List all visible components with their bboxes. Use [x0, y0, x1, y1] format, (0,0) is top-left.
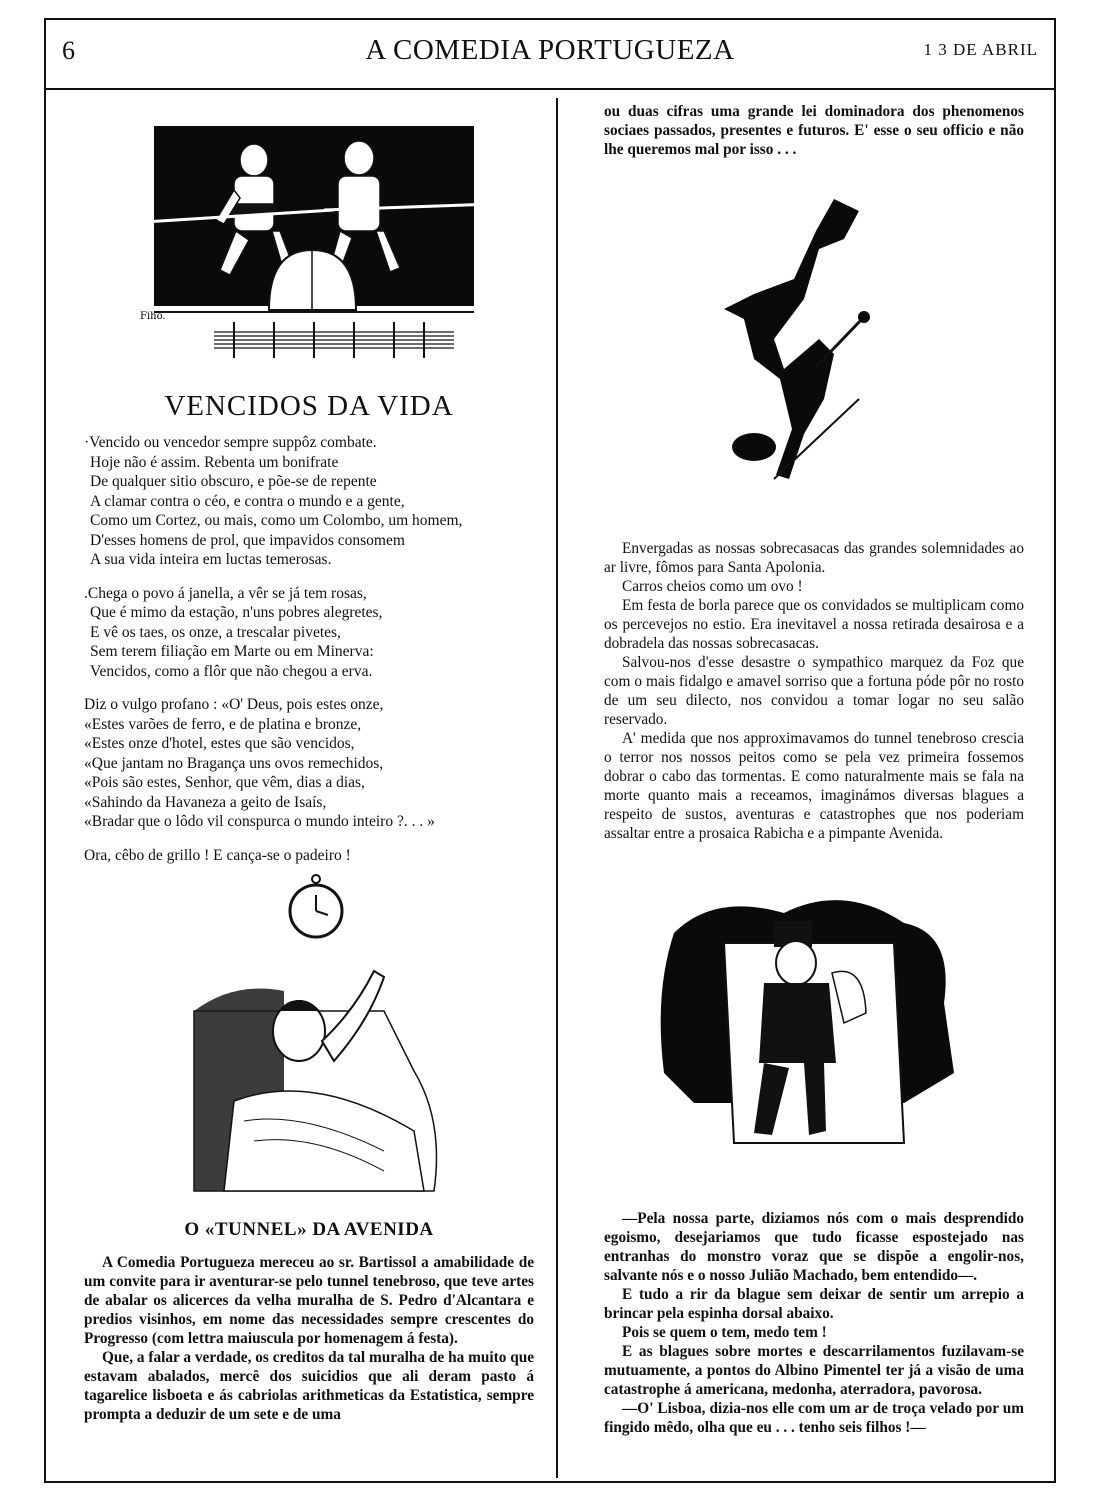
article-paragraph: E as blagues sobre mortes e descarrilamentos fuzilavam-se mutuamente, a pontos do Albino Pimentel ter já a visão de uma catastrophe á americana, medonha, aterradora, pavorosa.: [604, 1343, 1024, 1398]
left-column: [84, 100, 534, 1424]
article-paragraph: Pois se quem o tem, medo tem !: [622, 1324, 827, 1341]
carriage-passenger-illustration: [604, 873, 1024, 1183]
poem-stanza-2: [84, 584, 534, 682]
article-right-middle: [604, 539, 1024, 843]
poem-line: ·Vencido ou vencedor sempre suppôz combate.: [84, 434, 377, 451]
poem-line: A sua vida inteira em luctas temerosas.: [90, 551, 332, 568]
article-paragraph: —Pela nossa parte, diziamos nós com o mais desprendido egoismo, desejariamos que tudo ficasse espostejado nas entranhas do monstro voraz que se dispõe a engolir-nos, salvante nós e o nosso Julião Machado, bem entendido—.: [604, 1210, 1024, 1284]
poem-closing-line: Ora, cêbo de grillo ! E cança-se o padeiro !: [84, 846, 351, 864]
poem-line: Que é mimo da estação, n'uns pobres alegretes,: [90, 604, 383, 621]
article-paragraph: Carros cheios como um ovo !: [622, 578, 803, 595]
article-paragraph: Envergadas as nossas sobrecasacas das grandes solemnidades ao ar livre, fômos para Santa Apolonia.: [604, 540, 1024, 576]
article-title: O «TUNNEL» DA AVENIDA: [184, 1219, 434, 1240]
page-number: 6: [62, 36, 75, 65]
poem-line: E vê os taes, os onze, a trescalar pivetes,: [90, 623, 341, 641]
article-paragraph: E tudo a rir da blague sem deixar de sentir um arrepio a brincar pela espinha dorsal abaixo.: [604, 1286, 1024, 1322]
poem-line: Como um Cortez, ou mais, como um Colombo, um homem,: [90, 512, 463, 529]
poem-line: «Que jantam no Bragança uns ovos remechidos,: [84, 754, 384, 772]
poem-line: Vencidos, como a flôr que não chegou a erva.: [90, 662, 373, 680]
poem-body: [84, 433, 534, 865]
article-paragraph: ou duas cifras uma grande lei dominadora dos phenomenos sociaes passados, presentes e futuros. E' esse o seu officio e não lhe queremos mal por isso . . .: [604, 103, 1024, 158]
article-paragraph: Salvou-nos d'esse desastre o sympathico marquez da Foz que com o mais fidalgo e amavel sorriso que a fortuna póde pôr no rosto de um seu dilecto, nos convidou a tomar logar no seu salão reservado.: [604, 654, 1024, 728]
issue-date: 1 3 DE ABRIL: [923, 40, 1038, 59]
tumbling-man-silhouette: [604, 179, 1024, 499]
poem-line: «Sahindo da Havaneza a geito de Isaís,: [84, 793, 327, 811]
poem-line: «Pois são estes, Senhor, que vêm, dias a dias,: [84, 774, 365, 791]
poem-line: .Chega o povo á janella, a vêr se já tem rosas,: [84, 584, 367, 602]
article-paragraph: A' medida que nos approximavamos do tunnel tenebroso crescia o terror nos nossos peitos como se pela vez primeira fossemos dobrar o cabo das tormentas. E como naturalmente mais se fala na morte quanto mais a receamos, imaginámos diversas blagues a respeito de sustos, aventuras e catastrophes que nos poderiam assaltar entre a prosaica Rabicha e a pimpante Avenida.: [604, 730, 1024, 842]
article-paragraph: Em festa de borla parece que os convidados se multiplicam como os percevejos no estio. Era inevitavel a nossa retirada desairosa e a dobradela das nossas sobrecasacas.: [604, 597, 1024, 652]
poem-line: Sem terem filiação em Marte ou em Minerva:: [90, 643, 374, 660]
alarm-clock-sleeper-illustration: [84, 871, 534, 1201]
column-divider: [556, 98, 558, 1478]
article-right-bottom: [604, 1209, 1024, 1437]
page-header: [44, 18, 1056, 90]
masthead-title: A COMEDIA PORTUGUEZA: [365, 34, 735, 66]
poem-line: A clamar contra o céo, e contra o mundo e a gente,: [90, 492, 405, 510]
poem-stanza-3: [84, 695, 534, 832]
poem-stanza-1: [84, 433, 534, 570]
poem-line: Diz o vulgo profano : «O' Deus, pois estes onze,: [84, 696, 384, 713]
poem-title: VENCIDOS DA VIDA: [164, 390, 454, 422]
illustration-signature: Fiho.: [140, 311, 166, 322]
poem-line: D'esses homens de prol, que impavidos consomem: [90, 531, 405, 549]
poem-line: Hoje não é assim. Rebenta um bonifrate: [90, 453, 339, 471]
right-column: [604, 102, 1024, 1437]
article-left-text: [84, 1253, 534, 1424]
poem-line: De qualquer sitio obscuro, e põe-se de repente: [90, 473, 377, 490]
article-paragraph: Que, a falar a verdade, os creditos da tal muralha de ha muito que estavam abalados, mercê dos suicidios que ali deram pasto á tagarelice lisboeta e ás cabriolas arithmeticas da Estatistica, sempre prompta a deduzir de um sete e de uma: [84, 1349, 534, 1423]
article-paragraph: A Comedia Portugueza mereceu ao sr. Bartissol a amabilidade de um convite para ir aventurar-se pelo tunnel tenebroso, que teve artes de abalar os alicerces da velha muralha de S. Pedro d'Alcantara e predios visinhos, em nome das necessidades sempre crescentes do Progresso (com lettra maiuscula por homenagem á festa).: [84, 1254, 534, 1347]
poem-line: «Estes onze d'hotel, estes que são vencidos,: [84, 735, 355, 752]
article-paragraph: —O' Lisboa, dizia-nos elle com um ar de troça velado por um fingido mêdo, olha que eu . . . tenho seis filhos !—: [604, 1400, 1024, 1436]
fencing-puppets-illustration: [84, 100, 534, 370]
poem-line: «Bradar que o lôdo vil conspurca o mundo inteiro ?. . . »: [84, 813, 435, 830]
poem-line: «Estes varões de ferro, e de platina e bronze,: [84, 715, 362, 733]
